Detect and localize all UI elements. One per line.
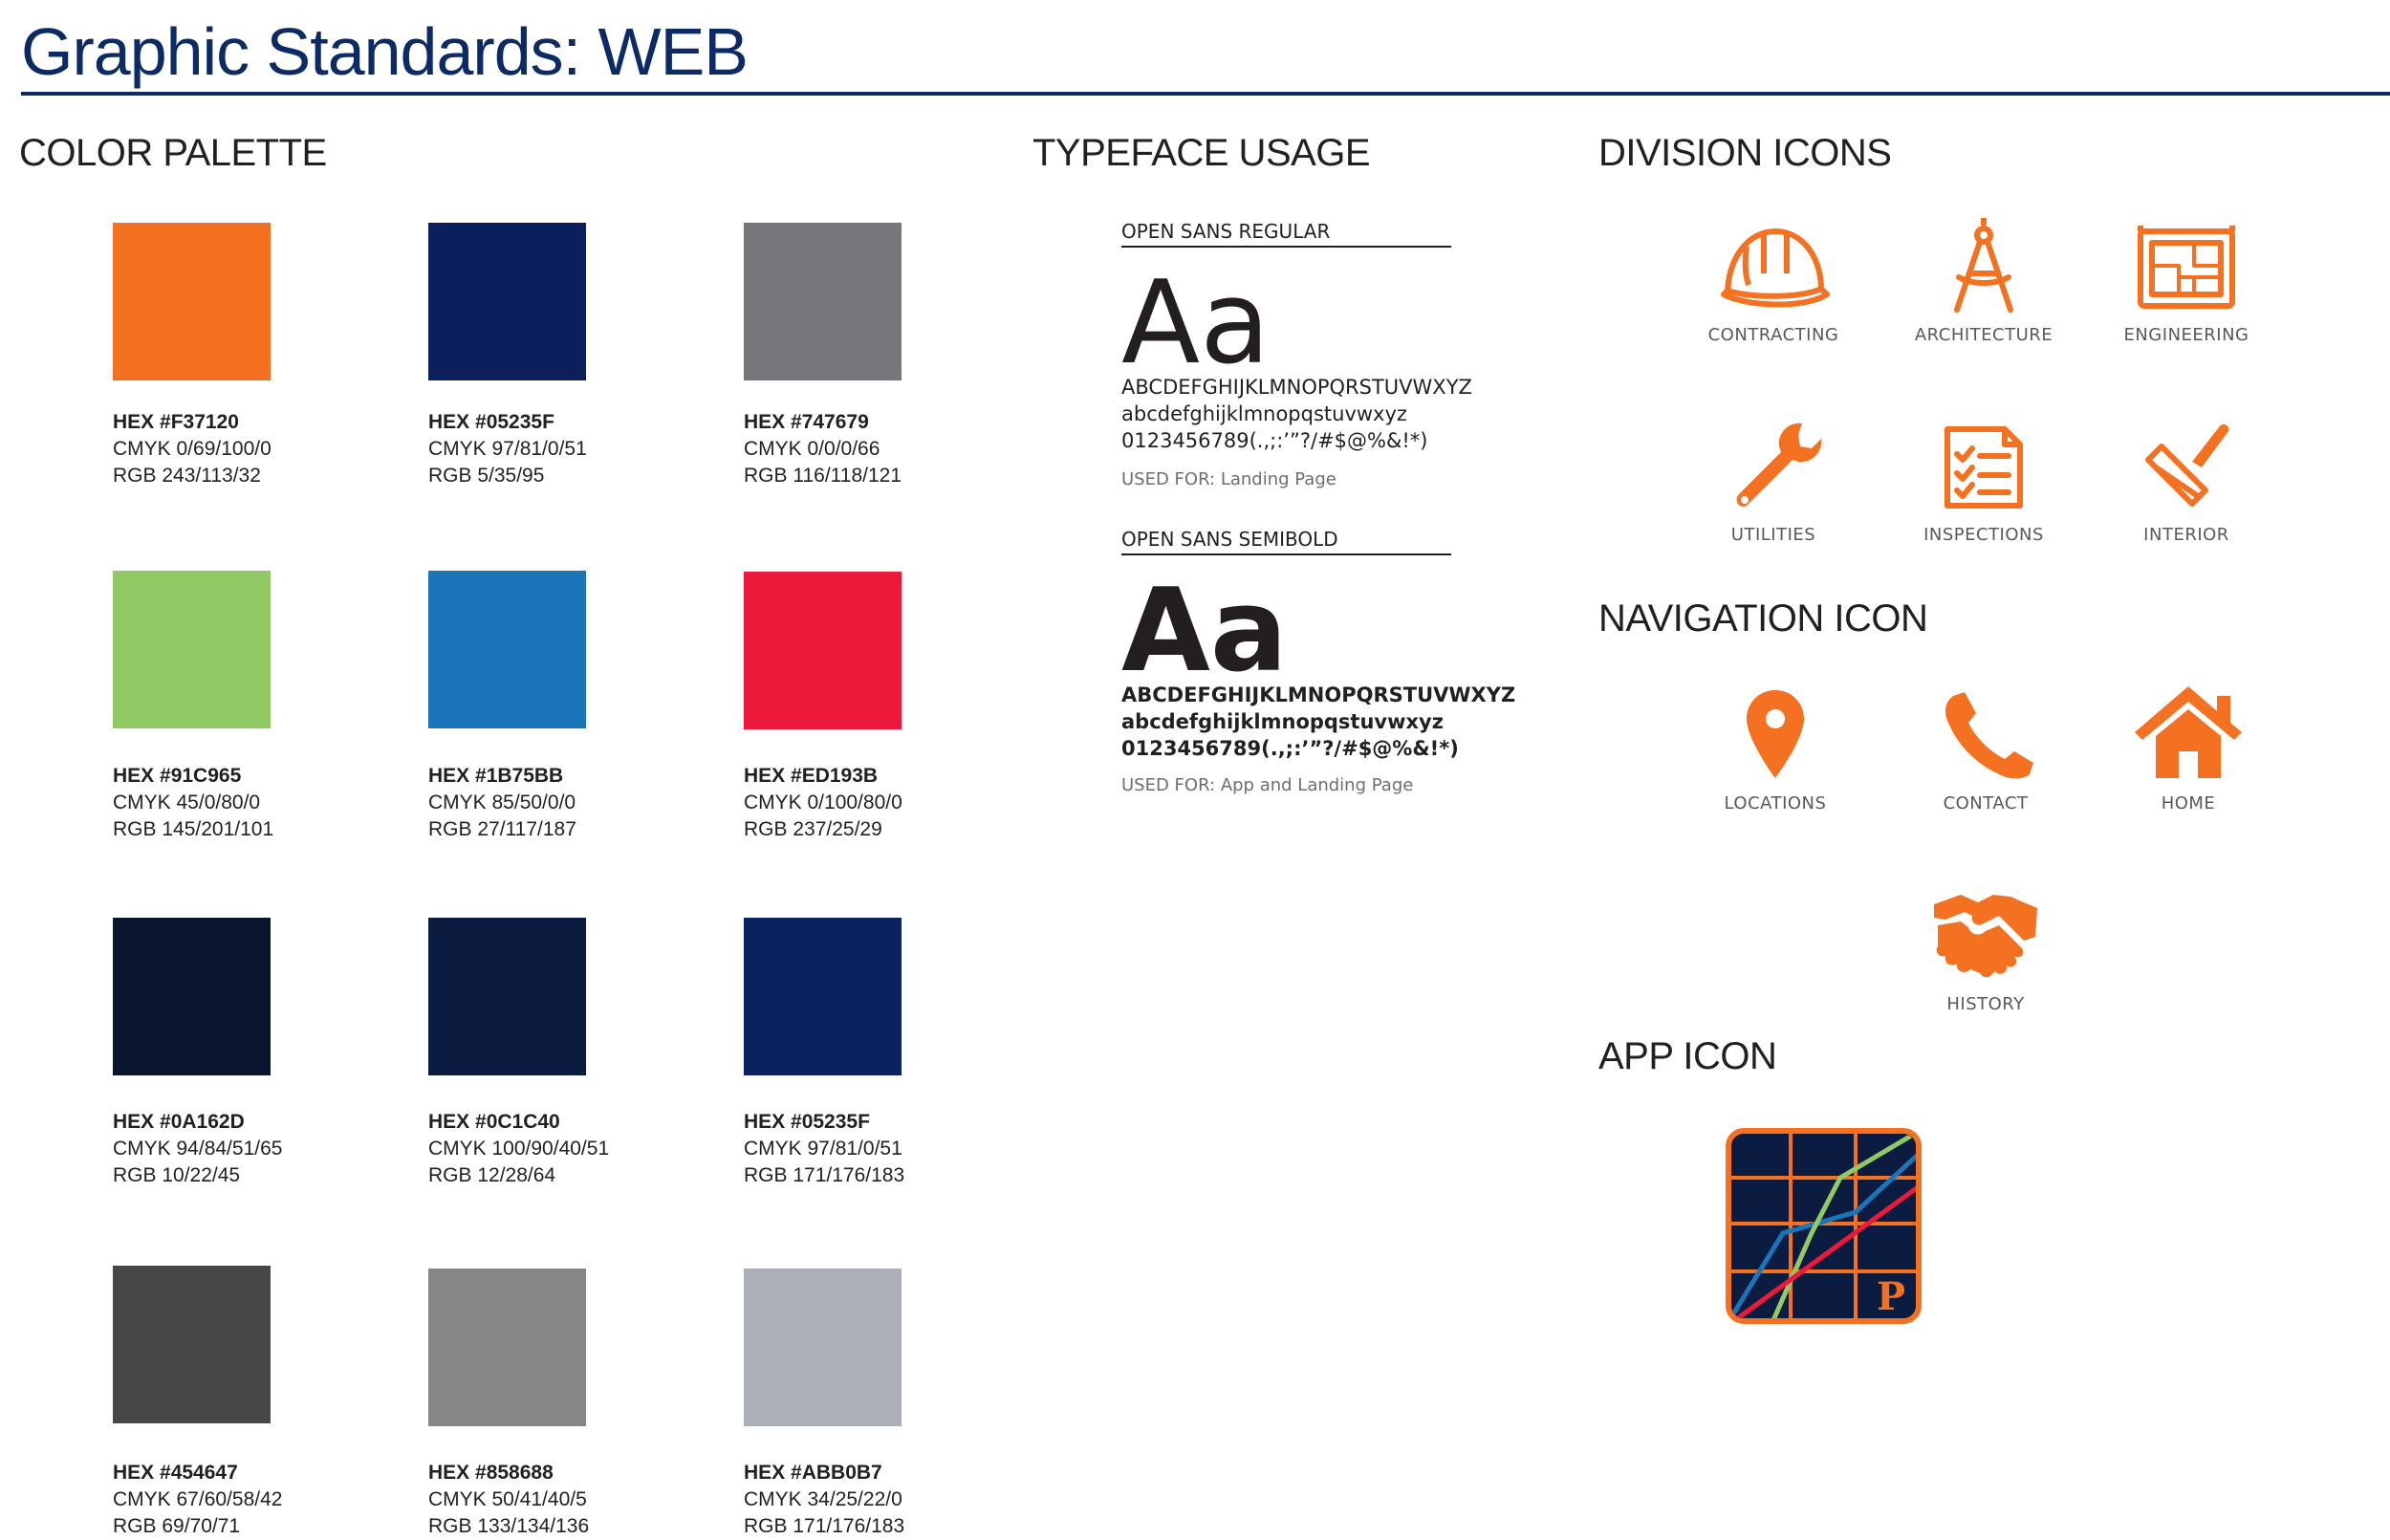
rgb-value: RGB 116/118/121 — [744, 465, 902, 487]
phone-icon — [1871, 686, 2100, 782]
cmyk-value: CMYK 0/100/80/0 — [744, 792, 902, 813]
wrench-icon — [1659, 418, 1888, 513]
hex-value: HEX #05235F — [744, 1111, 870, 1133]
hex-value: HEX #454647 — [113, 1462, 238, 1484]
color-swatch — [428, 571, 586, 728]
icon-label: UTILITIES — [1730, 525, 1816, 545]
color-swatch-card — [113, 918, 282, 1189]
cmyk-value: CMYK 0/69/100/0 — [113, 438, 272, 460]
color-swatch — [113, 223, 271, 380]
cmyk-value: CMYK 97/81/0/51 — [428, 438, 587, 460]
color-swatch-card — [113, 1266, 282, 1540]
typeface-name: OPEN SANS SEMIBOLD — [1121, 528, 1338, 551]
map-pin-icon — [1661, 686, 1890, 782]
color-swatch — [428, 1269, 586, 1426]
hex-value: HEX #ED193B — [744, 765, 879, 787]
rgb-value: RGB 237/25/29 — [744, 818, 882, 840]
typeface-regular — [1121, 220, 1472, 489]
used-for-note: USED FOR: Landing Page — [1121, 469, 1336, 489]
color-swatch — [428, 223, 586, 380]
hex-value: HEX #1B75BB — [428, 765, 564, 787]
color-swatch — [744, 572, 902, 729]
cmyk-value: CMYK 0/0/0/66 — [744, 438, 880, 460]
nav-contact[interactable] — [1871, 686, 2100, 813]
typeface-sample: Aa — [1121, 257, 1271, 390]
color-swatch — [428, 918, 586, 1075]
hex-value: HEX #858688 — [428, 1462, 554, 1484]
compass-icon — [1869, 218, 2098, 314]
icon-label: INSPECTIONS — [1923, 525, 2044, 545]
color-swatch-card — [744, 223, 902, 489]
icon-label: CONTACT — [1943, 793, 2029, 813]
blueprint-icon — [2072, 218, 2301, 314]
cmyk-value: CMYK 45/0/80/0 — [113, 792, 261, 813]
icon-label: LOCATIONS — [1724, 793, 1827, 813]
division-engineering — [2072, 218, 2301, 345]
cmyk-value: CMYK 97/81/0/51 — [744, 1138, 902, 1160]
rgb-value: RGB 27/117/187 — [428, 818, 576, 840]
rgb-value: RGB 10/22/45 — [113, 1164, 241, 1186]
hex-value: HEX #05235F — [428, 411, 554, 433]
division-inspections — [1869, 418, 2098, 545]
color-swatch-card — [428, 571, 586, 843]
page-title: Graphic Standards: WEB — [21, 14, 748, 89]
cmyk-value: CMYK 34/25/22/0 — [744, 1488, 902, 1510]
uppercase-sample: ABCDEFGHIJKLMNOPQRSTUVWXYZ — [1121, 683, 1516, 706]
division-utilities — [1659, 418, 1888, 545]
digits-sample: 0123456789(.,;:’”?/#$@%&!*) — [1121, 429, 1428, 452]
color-swatch — [113, 571, 271, 728]
color-swatch — [744, 1269, 902, 1426]
typeface-usage-heading: TYPEFACE USAGE — [1032, 132, 1371, 174]
icon-label: ARCHITECTURE — [1914, 325, 2053, 345]
cmyk-value: CMYK 100/90/40/51 — [428, 1138, 610, 1160]
color-palette-heading: COLOR PALETTE — [19, 132, 327, 174]
nav-home[interactable] — [2074, 686, 2303, 813]
typeface-underline — [1121, 553, 1451, 555]
app-icon-letter: P — [1877, 1274, 1906, 1319]
lowercase-sample: abcdefghijklmnopqstuvwxyz — [1121, 402, 1407, 425]
rgb-value: RGB 5/35/95 — [428, 465, 545, 487]
typeface-name: OPEN SANS REGULAR — [1121, 220, 1331, 243]
hex-value: HEX #0C1C40 — [428, 1111, 560, 1133]
rgb-value: RGB 12/28/64 — [428, 1164, 556, 1186]
hex-value: HEX #ABB0B7 — [744, 1462, 882, 1484]
rgb-value: RGB 133/134/136 — [428, 1515, 590, 1537]
division-interior — [2072, 418, 2301, 545]
hex-value: HEX #91C965 — [113, 765, 242, 787]
icon-label: HOME — [2161, 793, 2216, 813]
cmyk-value: CMYK 50/41/40/5 — [428, 1488, 587, 1510]
app-icon-heading: APP ICON — [1598, 1035, 1777, 1077]
lowercase-sample: abcdefghijklmnopqstuvwxyz — [1121, 710, 1444, 733]
icon-label: CONTRACTING — [1707, 325, 1839, 345]
rgb-value: RGB 171/176/183 — [744, 1515, 905, 1537]
typeface-sample: Aa — [1121, 565, 1288, 698]
color-swatch-card — [744, 1269, 904, 1540]
color-swatch — [744, 223, 902, 380]
navigation-icon-heading: NAVIGATION ICON — [1598, 597, 1928, 640]
hex-value: HEX #747679 — [744, 411, 869, 433]
division-architecture — [1869, 218, 2098, 345]
cmyk-value: CMYK 67/60/58/42 — [113, 1488, 283, 1510]
color-swatch-card — [428, 918, 609, 1189]
color-swatch — [113, 1266, 271, 1423]
title-divider — [21, 92, 2390, 96]
color-swatch-card — [428, 1269, 589, 1540]
rgb-value: RGB 69/70/71 — [113, 1515, 241, 1537]
color-swatch-card — [428, 223, 587, 489]
color-swatch-card — [113, 223, 272, 489]
paint-roller-icon — [2072, 418, 2301, 513]
handshake-icon — [1871, 887, 2100, 983]
hex-value: HEX #0A162D — [113, 1111, 245, 1133]
color-swatch-card — [744, 572, 902, 843]
color-swatch-card — [744, 918, 904, 1189]
hex-value: HEX #F37120 — [113, 411, 239, 433]
cmyk-value: CMYK 94/84/51/65 — [113, 1138, 283, 1160]
app-chart-icon — [1726, 1128, 1922, 1324]
division-contracting — [1659, 218, 1888, 345]
rgb-value: RGB 171/176/183 — [744, 1164, 905, 1186]
hard-hat-icon — [1659, 218, 1888, 314]
color-swatch — [113, 918, 271, 1075]
rgb-value: RGB 145/201/101 — [113, 818, 274, 840]
cmyk-value: CMYK 85/50/0/0 — [428, 792, 576, 813]
checklist-icon — [1869, 418, 2098, 513]
typeface-semibold — [1121, 528, 1515, 795]
icon-label: INTERIOR — [2143, 525, 2229, 545]
icon-label: HISTORY — [1946, 994, 2025, 1014]
rgb-value: RGB 243/113/32 — [113, 465, 261, 487]
division-icons-heading: DIVISION ICONS — [1598, 132, 1892, 174]
color-swatch — [744, 918, 902, 1075]
used-for-note: USED FOR: App and Landing Page — [1121, 775, 1414, 795]
nav-locations[interactable] — [1661, 686, 1890, 813]
color-swatch-card — [113, 571, 273, 843]
uppercase-sample: ABCDEFGHIJKLMNOPQRSTUVWXYZ — [1121, 376, 1472, 399]
house-icon — [2074, 686, 2303, 782]
typeface-underline — [1121, 246, 1451, 248]
icon-label: ENGINEERING — [2123, 325, 2249, 345]
app-icon-tile[interactable] — [1726, 1128, 1922, 1324]
digits-sample: 0123456789(.,;:’”?/#$@%&!*) — [1121, 737, 1459, 760]
nav-history[interactable] — [1871, 887, 2100, 1014]
